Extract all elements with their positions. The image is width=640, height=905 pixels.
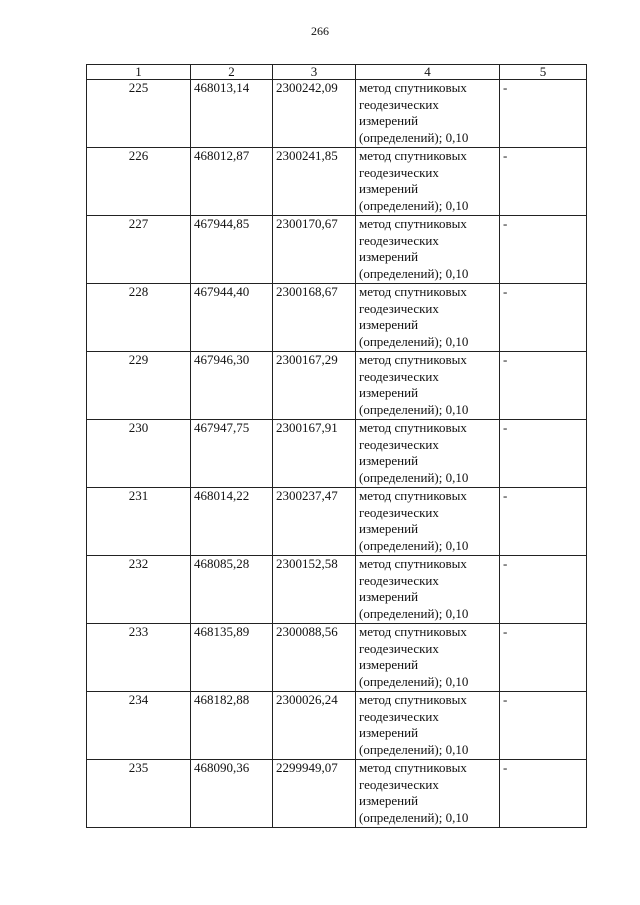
method-text-line: геодезических [359,164,439,180]
table-row [87,80,587,148]
column-header-4: 4 [356,65,500,80]
method-text-line: (определений); 0,10 [359,333,469,349]
point-number-cell: 230 [87,420,191,488]
method-text-line: (определений); 0,10 [359,469,469,485]
method-text-line: (определений); 0,10 [359,265,469,281]
column-header-3: 3 [273,65,356,80]
y-coordinate-cell: 2299949,07 [273,760,356,828]
method-text-line: метод спутниковых [359,556,467,571]
y-coordinate-cell: 2300152,58 [273,556,356,624]
x-coordinate-cell: 468090,36 [191,760,273,828]
method-text-line: измерений [359,453,419,468]
method-cell [356,284,500,352]
x-coordinate-cell: 468013,14 [191,80,273,148]
method-cell [356,216,500,284]
note-cell: - [500,216,587,284]
note-cell: - [500,80,587,148]
method-text-line: измерений [359,181,419,196]
method-cell [356,488,500,556]
x-coordinate-cell: 467944,40 [191,284,273,352]
y-coordinate-cell: 2300168,67 [273,284,356,352]
table-row [87,488,587,556]
method-text-line: (определений); 0,10 [359,129,469,145]
table-row [87,760,587,828]
x-coordinate-cell: 467944,85 [191,216,273,284]
method-text-line: (определений); 0,10 [359,197,469,213]
point-number-cell: 232 [87,556,191,624]
note-cell: - [500,624,587,692]
method-text-line: геодезических [359,640,439,656]
point-number-cell: 235 [87,760,191,828]
method-text-line: метод спутниковых [359,624,467,639]
method-text-line: измерений [359,589,419,604]
note-cell: - [500,420,587,488]
table-row [87,692,587,760]
point-number-cell: 229 [87,352,191,420]
method-cell [356,80,500,148]
column-header-1: 1 [87,65,191,80]
y-coordinate-cell: 2300241,85 [273,148,356,216]
method-text-line: метод спутниковых [359,216,467,231]
method-text-line: геодезических [359,708,439,724]
method-text-line: метод спутниковых [359,760,467,775]
table-row [87,420,587,488]
method-text-line: (определений); 0,10 [359,401,469,417]
point-number-cell: 228 [87,284,191,352]
method-text-line: (определений); 0,10 [359,809,469,825]
note-cell: - [500,148,587,216]
point-number-cell: 233 [87,624,191,692]
page-number: 266 [311,24,329,38]
x-coordinate-cell: 468182,88 [191,692,273,760]
y-coordinate-cell: 2300167,29 [273,352,356,420]
coordinates-table [86,64,587,828]
point-number-cell: 225 [87,80,191,148]
point-number-cell: 227 [87,216,191,284]
method-text-line: измерений [359,657,419,672]
method-text-line: геодезических [359,504,439,520]
method-text-line: метод спутниковых [359,148,467,163]
method-text-line: геодезических [359,368,439,384]
method-cell [356,352,500,420]
y-coordinate-cell: 2300026,24 [273,692,356,760]
method-text-line: метод спутниковых [359,420,467,435]
method-text-line: измерений [359,249,419,264]
note-cell: - [500,692,587,760]
table-body [87,80,587,828]
x-coordinate-cell: 467946,30 [191,352,273,420]
column-header-5: 5 [500,65,587,80]
method-text-line: геодезических [359,776,439,792]
column-header-2: 2 [191,65,273,80]
method-cell [356,420,500,488]
y-coordinate-cell: 2300242,09 [273,80,356,148]
table-row [87,148,587,216]
y-coordinate-cell: 2300167,91 [273,420,356,488]
note-cell: - [500,760,587,828]
method-cell [356,760,500,828]
point-number-cell: 226 [87,148,191,216]
method-text-line: (определений); 0,10 [359,673,469,689]
table-row [87,624,587,692]
table-row [87,352,587,420]
method-text-line: (определений); 0,10 [359,537,469,553]
method-text-line: метод спутниковых [359,80,467,95]
method-text-line: метод спутниковых [359,488,467,503]
note-cell: - [500,556,587,624]
method-text-line: (определений); 0,10 [359,741,469,757]
method-cell [356,148,500,216]
method-text-line: геодезических [359,436,439,452]
method-text-line: геодезических [359,572,439,588]
x-coordinate-cell: 467947,75 [191,420,273,488]
method-text-line: метод спутниковых [359,284,467,299]
x-coordinate-cell: 468135,89 [191,624,273,692]
x-coordinate-cell: 468012,87 [191,148,273,216]
table-row [87,556,587,624]
y-coordinate-cell: 2300170,67 [273,216,356,284]
method-text-line: геодезических [359,96,439,112]
method-text-line: измерений [359,317,419,332]
y-coordinate-cell: 2300237,47 [273,488,356,556]
method-cell [356,692,500,760]
method-cell [356,556,500,624]
point-number-cell: 231 [87,488,191,556]
y-coordinate-cell: 2300088,56 [273,624,356,692]
method-text-line: измерений [359,113,419,128]
note-cell: - [500,284,587,352]
table-row [87,216,587,284]
method-text-line: измерений [359,793,419,808]
method-text-line: метод спутниковых [359,692,467,707]
method-text-line: геодезических [359,300,439,316]
method-text-line: геодезических [359,232,439,248]
method-text-line: измерений [359,725,419,740]
method-text-line: метод спутниковых [359,352,467,367]
x-coordinate-cell: 468014,22 [191,488,273,556]
table-header-row [87,65,587,80]
x-coordinate-cell: 468085,28 [191,556,273,624]
method-text-line: измерений [359,385,419,400]
method-cell [356,624,500,692]
table-row [87,284,587,352]
method-text-line: (определений); 0,10 [359,605,469,621]
method-text-line: измерений [359,521,419,536]
note-cell: - [500,352,587,420]
point-number-cell: 234 [87,692,191,760]
note-cell: - [500,488,587,556]
